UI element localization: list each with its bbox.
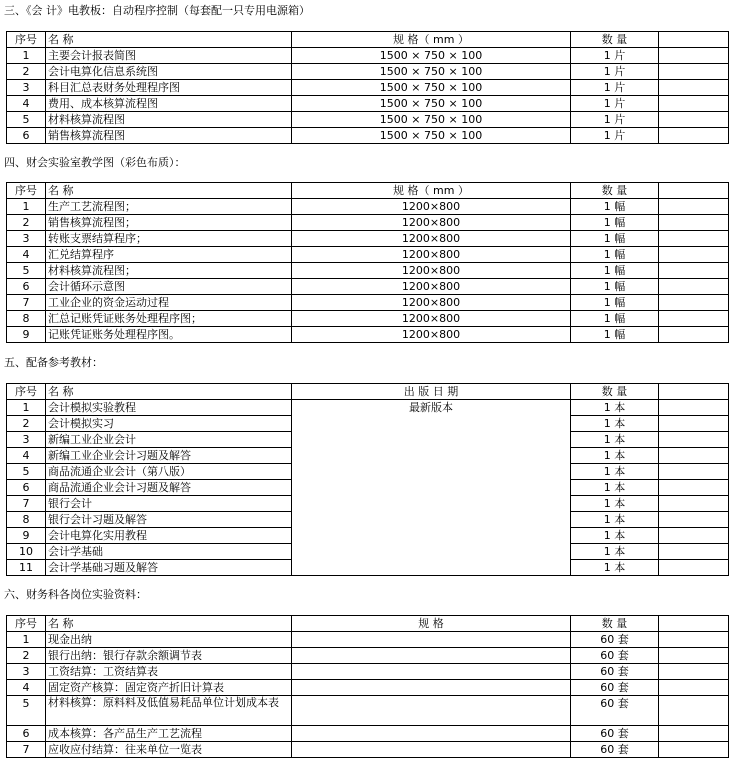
cell-qty: 1 片: [571, 48, 659, 64]
cell-extra: [659, 48, 729, 64]
cell-index: 5: [7, 263, 46, 279]
cell-qty: 1 本: [571, 528, 659, 544]
cell-qty: 1 片: [571, 112, 659, 128]
header-spec: 规 格（ mm ）: [292, 32, 571, 48]
cell-name: 转账支票结算程序；: [46, 231, 292, 247]
cell-index: 5: [7, 464, 46, 480]
cell-index: 7: [7, 496, 46, 512]
cell-name: 成本核算：各产品生产工艺流程: [46, 726, 292, 742]
header-extra: [659, 183, 729, 199]
cell-spec: 1200×800: [292, 247, 571, 263]
table-row: [7, 128, 729, 144]
cell-index: 4: [7, 96, 46, 112]
cell-extra: [659, 726, 729, 742]
header-extra: [659, 616, 729, 632]
cell-name: 材料核算流程图；: [46, 263, 292, 279]
cell-index: 2: [7, 215, 46, 231]
header-qty: 数 量: [571, 384, 659, 400]
table-row: [7, 632, 729, 648]
cell-extra: [659, 247, 729, 263]
header-name: 名 称: [46, 384, 292, 400]
cell-extra: [659, 496, 729, 512]
table-row: [7, 80, 729, 96]
table-reference-textbooks: [6, 383, 729, 576]
cell-index: 5: [7, 696, 46, 726]
cell-extra: [659, 64, 729, 80]
cell-spec: [292, 664, 571, 680]
cell-name: 材料核算：原料料及低值易耗品单位计划成本表: [46, 696, 292, 726]
table-row: [7, 664, 729, 680]
cell-spec: [292, 680, 571, 696]
cell-extra: [659, 664, 729, 680]
cell-extra: [659, 480, 729, 496]
table-row: [7, 680, 729, 696]
cell-qty: 60 套: [571, 648, 659, 664]
header-extra: [659, 384, 729, 400]
table-row: [7, 64, 729, 80]
cell-index: 1: [7, 632, 46, 648]
cell-extra: [659, 215, 729, 231]
table-row: [7, 742, 729, 758]
table-row: [7, 279, 729, 295]
header-publish-date: 出 版 日 期: [292, 384, 571, 400]
cell-qty: 60 套: [571, 664, 659, 680]
cell-qty: 1 片: [571, 96, 659, 112]
cell-index: 3: [7, 231, 46, 247]
cell-index: 2: [7, 416, 46, 432]
cell-index: 1: [7, 48, 46, 64]
header-index: 序号: [7, 32, 46, 48]
cell-qty: 1 片: [571, 64, 659, 80]
header-spec: 规 格: [292, 616, 571, 632]
cell-index: 3: [7, 80, 46, 96]
cell-extra: [659, 560, 729, 576]
cell-spec: 1200×800: [292, 311, 571, 327]
cell-index: 5: [7, 112, 46, 128]
cell-name: 主要会计报表简图: [46, 48, 292, 64]
cell-extra: [659, 80, 729, 96]
table-row: [7, 48, 729, 64]
table-row: [7, 215, 729, 231]
cell-qty: 60 套: [571, 726, 659, 742]
cell-extra: [659, 231, 729, 247]
cell-name: 银行会计习题及解答: [46, 512, 292, 528]
cell-qty: 1 幅: [571, 295, 659, 311]
cell-extra: [659, 279, 729, 295]
cell-extra: [659, 648, 729, 664]
cell-extra: [659, 432, 729, 448]
cell-name: 会计电算化实用教程: [46, 528, 292, 544]
cell-name: 新编工业企业会计: [46, 432, 292, 448]
table-teaching-charts: [6, 182, 729, 343]
cell-spec: 1200×800: [292, 279, 571, 295]
cell-spec: [292, 726, 571, 742]
cell-extra: [659, 448, 729, 464]
cell-qty: 1 幅: [571, 263, 659, 279]
table-row: [7, 263, 729, 279]
table-row: [7, 199, 729, 215]
cell-name: 会计模拟实验教程: [46, 400, 292, 416]
cell-index: 2: [7, 648, 46, 664]
cell-index: 7: [7, 295, 46, 311]
section-title-4: 四、财会实验室教学图（彩色布质）：: [4, 156, 186, 169]
cell-extra: [659, 632, 729, 648]
table-header-row: [7, 32, 729, 48]
cell-spec: 1500 × 750 × 100: [292, 112, 571, 128]
table-header-row: [7, 183, 729, 199]
cell-name: 工业企业的资金运动过程: [46, 295, 292, 311]
cell-index: 9: [7, 327, 46, 343]
cell-index: 3: [7, 432, 46, 448]
cell-qty: 1 幅: [571, 327, 659, 343]
cell-extra: [659, 263, 729, 279]
cell-index: 8: [7, 512, 46, 528]
cell-name: 应收应付结算：往来单位一览表: [46, 742, 292, 758]
cell-extra: [659, 416, 729, 432]
cell-index: 11: [7, 560, 46, 576]
cell-extra: [659, 680, 729, 696]
section-title-6: 六、财务科各岗位实验资料：: [4, 588, 147, 601]
cell-name: 商品流通企业会计（第八版）: [46, 464, 292, 480]
cell-spec: [292, 742, 571, 758]
cell-name: 汇总记账凭证账务处理程序图；: [46, 311, 292, 327]
cell-extra: [659, 400, 729, 416]
cell-qty: 1 片: [571, 128, 659, 144]
section-title-5: 五、配备参考教材：: [4, 356, 103, 369]
cell-extra: [659, 128, 729, 144]
cell-qty: 1 幅: [571, 215, 659, 231]
cell-index: 3: [7, 664, 46, 680]
cell-extra: [659, 327, 729, 343]
header-qty: 数 量: [571, 616, 659, 632]
cell-qty: 1 本: [571, 496, 659, 512]
cell-extra: [659, 544, 729, 560]
table-header-row: [7, 384, 729, 400]
cell-qty: 1 片: [571, 80, 659, 96]
cell-qty: 60 套: [571, 742, 659, 758]
table-header-row: [7, 616, 729, 632]
table-row: [7, 247, 729, 263]
cell-name: 新编工业企业会计习题及解答: [46, 448, 292, 464]
cell-index: 4: [7, 247, 46, 263]
cell-qty: 1 本: [571, 512, 659, 528]
cell-name: 费用、成本核算流程图: [46, 96, 292, 112]
cell-extra: [659, 112, 729, 128]
header-extra: [659, 32, 729, 48]
cell-name: 银行会计: [46, 496, 292, 512]
cell-spec: [292, 632, 571, 648]
cell-name: 汇兑结算程序: [46, 247, 292, 263]
cell-index: 9: [7, 528, 46, 544]
cell-extra: [659, 696, 729, 726]
cell-name: 记账凭证账务处理程序图。: [46, 327, 292, 343]
cell-index: 2: [7, 64, 46, 80]
table-row: [7, 696, 729, 726]
cell-name: 科目汇总表财务处理程序图: [46, 80, 292, 96]
cell-qty: 1 本: [571, 416, 659, 432]
cell-spec: 1200×800: [292, 231, 571, 247]
cell-qty: 60 套: [571, 696, 659, 726]
cell-qty: 1 本: [571, 400, 659, 416]
cell-name: 固定资产核算：固定资产折旧计算表: [46, 680, 292, 696]
table-row: [7, 96, 729, 112]
table-row: [7, 112, 729, 128]
cell-index: 7: [7, 742, 46, 758]
cell-name: 会计学基础习题及解答: [46, 560, 292, 576]
cell-qty: 1 本: [571, 560, 659, 576]
cell-extra: [659, 311, 729, 327]
cell-name: 销售核算流程图: [46, 128, 292, 144]
cell-name: 会计电算化信息系统图: [46, 64, 292, 80]
cell-qty: 1 本: [571, 480, 659, 496]
cell-index: 4: [7, 448, 46, 464]
cell-spec: [292, 696, 571, 726]
cell-qty: 1 本: [571, 432, 659, 448]
table-row: [7, 648, 729, 664]
cell-extra: [659, 464, 729, 480]
cell-qty: 1 幅: [571, 311, 659, 327]
cell-spec: 1500 × 750 × 100: [292, 48, 571, 64]
section-title-3: 三、《会 计》电教板：自动程序控制（每套配一只专用电源箱）: [4, 4, 310, 17]
cell-qty: 1 幅: [571, 199, 659, 215]
cell-index: 1: [7, 199, 46, 215]
cell-name: 会计循环示意图: [46, 279, 292, 295]
table-row: [7, 726, 729, 742]
header-index: 序号: [7, 183, 46, 199]
cell-name: 材料核算流程图: [46, 112, 292, 128]
cell-index: 6: [7, 128, 46, 144]
table-row: [7, 231, 729, 247]
cell-spec: 1500 × 750 × 100: [292, 128, 571, 144]
cell-extra: [659, 295, 729, 311]
cell-extra: [659, 96, 729, 112]
cell-name: 工资结算：工资结算表: [46, 664, 292, 680]
header-index: 序号: [7, 384, 46, 400]
cell-qty: 1 幅: [571, 279, 659, 295]
cell-index: 6: [7, 726, 46, 742]
cell-name: 现金出纳: [46, 632, 292, 648]
cell-qty: 1 本: [571, 448, 659, 464]
cell-name: 商品流通企业会计习题及解答: [46, 480, 292, 496]
header-index: 序号: [7, 616, 46, 632]
cell-spec: 1200×800: [292, 295, 571, 311]
cell-qty: 1 本: [571, 464, 659, 480]
header-spec: 规 格（ mm ）: [292, 183, 571, 199]
cell-index: 6: [7, 480, 46, 496]
table-row: [7, 311, 729, 327]
cell-publish-date: 最新版本: [292, 400, 571, 576]
header-name: 名 称: [46, 32, 292, 48]
header-name: 名 称: [46, 183, 292, 199]
cell-index: 10: [7, 544, 46, 560]
cell-qty: 1 幅: [571, 231, 659, 247]
cell-spec: 1500 × 750 × 100: [292, 96, 571, 112]
table-electronic-boards: [6, 31, 729, 144]
header-qty: 数 量: [571, 183, 659, 199]
table-row: [7, 295, 729, 311]
cell-spec: 1200×800: [292, 327, 571, 343]
cell-extra: [659, 199, 729, 215]
cell-name: 生产工艺流程图；: [46, 199, 292, 215]
header-name: 名 称: [46, 616, 292, 632]
cell-qty: 1 本: [571, 544, 659, 560]
cell-index: 8: [7, 311, 46, 327]
header-qty: 数 量: [571, 32, 659, 48]
cell-spec: 1200×800: [292, 199, 571, 215]
cell-spec: [292, 648, 571, 664]
cell-name: 销售核算流程图；: [46, 215, 292, 231]
cell-name: 会计模拟实习: [46, 416, 292, 432]
cell-index: 6: [7, 279, 46, 295]
table-job-materials: [6, 615, 729, 758]
cell-qty: 1 幅: [571, 247, 659, 263]
cell-index: 4: [7, 680, 46, 696]
cell-extra: [659, 512, 729, 528]
table-row: [7, 327, 729, 343]
cell-name: 银行出纳：银行存款余额调节表: [46, 648, 292, 664]
cell-index: 1: [7, 400, 46, 416]
cell-name: 会计学基础: [46, 544, 292, 560]
cell-extra: [659, 528, 729, 544]
cell-qty: 60 套: [571, 680, 659, 696]
table-row: [7, 400, 729, 416]
cell-spec: 1200×800: [292, 263, 571, 279]
cell-extra: [659, 742, 729, 758]
cell-spec: 1500 × 750 × 100: [292, 64, 571, 80]
cell-spec: 1200×800: [292, 215, 571, 231]
cell-qty: 60 套: [571, 632, 659, 648]
cell-spec: 1500 × 750 × 100: [292, 80, 571, 96]
